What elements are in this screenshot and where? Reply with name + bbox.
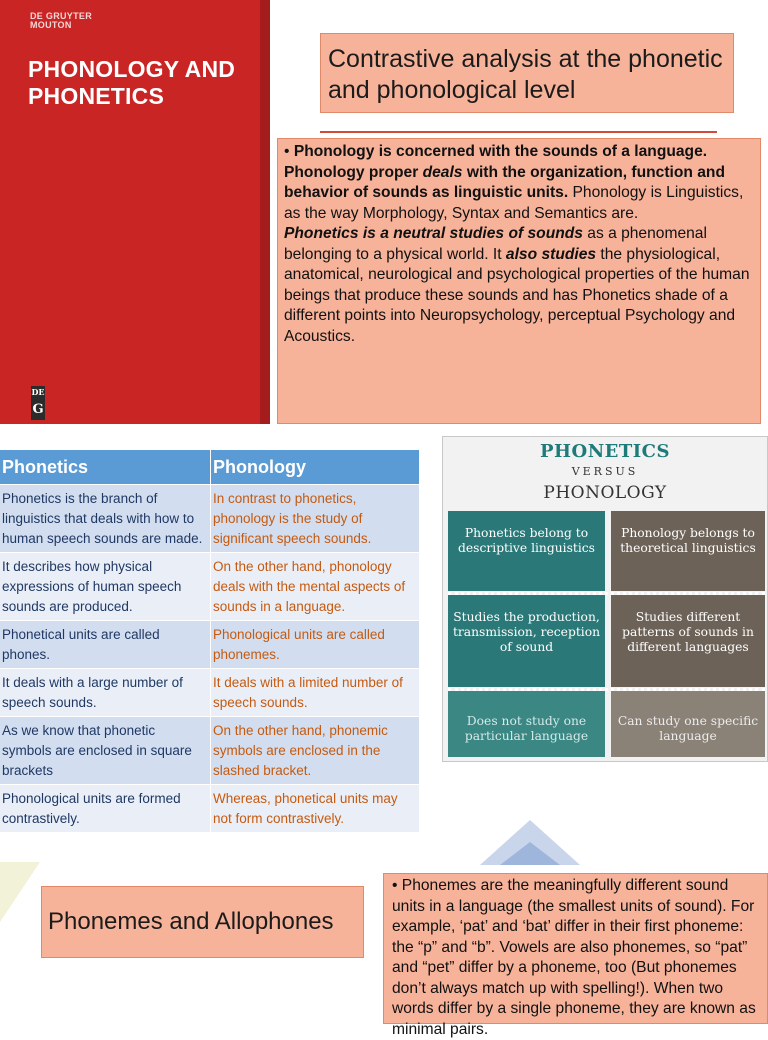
table-cell-phonology: In contrast to phonetics, phonology is the study of significant speech sounds. [211,485,420,553]
table-row [0,621,420,669]
infographic-title: PHONETICS [539,441,671,462]
def-bold-italic-deals: deals [422,163,463,181]
def-plain-3: the physiological, anatomical, neurological and psychological properties of the human beings that produce these sounds and has Phonetics shade of a different points into Neuropsychology, perceptual Psychology and Acoustics. [284,245,750,345]
slide-title-box [320,33,734,113]
def-bold-italic-also: also studies [505,245,597,263]
logo-letters-top: DE [31,387,45,397]
def-plain-1: Phonology is Linguistics, as the way Morphology, Syntax and Semantics are. [284,184,744,222]
cover-publisher: DE GRUYTER MOUTON [30,11,93,30]
table-cell-phonetics: Phonetics is the branch of linguistics that deals with how to human speech sounds are made. [0,485,211,553]
book-cover [0,0,270,424]
table-cell-phonetics: Phonological units are formed contrastively. [0,785,211,833]
def-plain-2: as a phenomenal belonging to a physical world. It [284,225,707,263]
header-phonetics: Phonetics [0,450,211,485]
infographic-cell: Can study one specific language [611,691,765,757]
infographic-cell: Studies different patterns of sounds in different languages [611,595,765,687]
cover-title: PHONOLOGY AND PHONETICS [28,56,236,109]
table-header-row [0,450,420,485]
infographic-cell: Studies the production, transmission, reception of sound [448,595,605,687]
def-bold-2: with the organization, function and behavior of sounds as linguistic units. [284,163,725,201]
table-cell-phonology: On the other hand, phonology deals with the mental aspects of sounds in a language. [211,553,420,621]
infographic-cell: Does not study one particular language [448,691,605,757]
bullet: • [284,143,290,160]
table-row [0,717,420,785]
table-row [0,553,420,621]
table-cell-phonology: Whereas, phonetical units may not form contrastively. [211,785,420,833]
definition-box [277,138,761,424]
infographic-versus: VERSUS [571,465,639,478]
table-row [0,485,420,553]
table-cell-phonology: It deals with a limited number of speech sounds. [211,669,420,717]
phonemes-title-box [41,886,364,958]
table-row [0,669,420,717]
table-cell-phonetics: It deals with a large number of speech sounds. [0,669,211,717]
phonemes-title: Phonemes and Allophones [48,908,334,935]
logo-letter-bottom: G [32,402,44,417]
table-cell-phonetics: As we know that phonetic symbols are enclosed in square brackets [0,717,211,785]
infographic-subtitle: PHONOLOGY [543,483,667,503]
phonemes-text-box [383,873,768,1038]
table-cell-phonology: Phonological units are called phonemes. [211,621,420,669]
comparison-table [0,450,420,832]
header-phonology: Phonology [211,450,420,485]
decorative-triangle [0,862,40,922]
phonemes-text: • Phonemes are the meaningfully different sound units in a language (the smallest units of sound). For example, ‘pat’ and ‘bat’ differ in their first phoneme: the “p” and “b”. Vowels are also phonemes, so “pat” and “pet” differ by a phoneme, too (But phonemes don’t always match up with spelling!). When two words differ by a single phoneme, they are known as minimal pairs. [392,877,756,1038]
table-row [0,785,420,833]
publisher-logo [31,386,45,420]
table-cell-phonology: On the other hand, phonemic symbols are enclosed in the slashed bracket. [211,717,420,785]
decorative-triangle [500,842,560,865]
def-bold-1: Phonology is concerned with the sounds of a language. Phonology proper [284,143,708,181]
def-bold-italic-phonetics: Phonetics is a neutral studies of sounds [284,225,583,242]
phonetics-vs-phonology-infographic [442,436,768,762]
infographic-cell: Phonology belongs to theoretical linguistics [611,511,765,591]
table-cell-phonetics: It describes how physical expressions of human speech sounds are produced. [0,553,211,621]
title-underline [320,131,717,133]
slide-title: Contrastive analysis at the phonetic and phonological level [328,45,723,104]
table-cell-phonetics: Phonetical units are called phones. [0,621,211,669]
infographic-cell: Phonetics belong to descriptive linguistics [448,511,605,591]
